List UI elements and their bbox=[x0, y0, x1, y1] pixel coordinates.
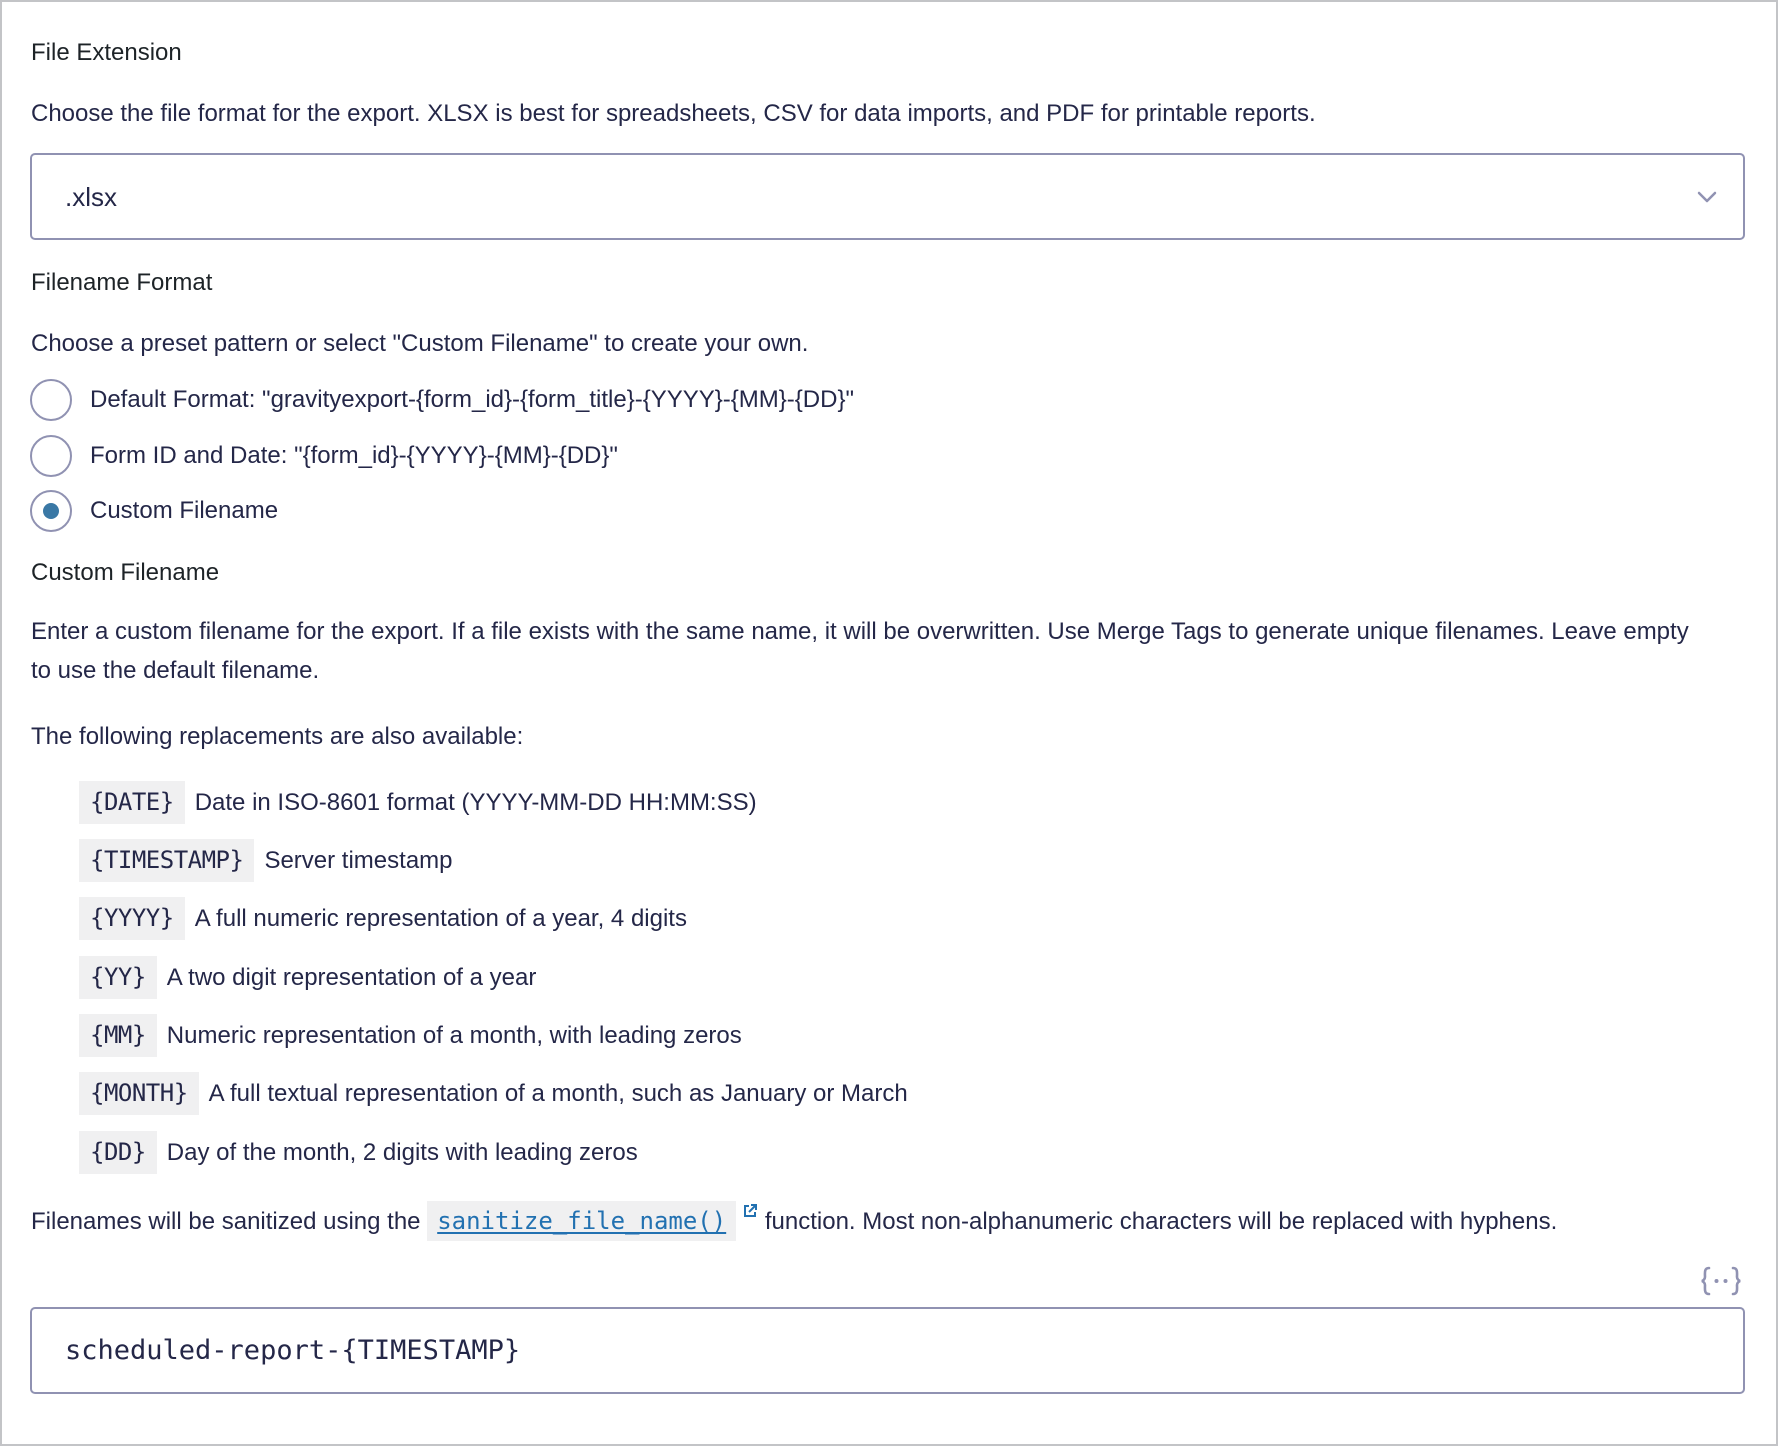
custom-filename-label: Custom Filename bbox=[31, 559, 220, 586]
replacement-item bbox=[79, 1014, 742, 1057]
merge-tag-code: {TIMESTAMP} bbox=[79, 839, 254, 882]
file-extension-description: Choose the file format for the export. XLSX is best for spreadsheets, CSV for data imports, and PDF for printable reports. bbox=[31, 100, 1316, 127]
radio-button[interactable] bbox=[30, 379, 72, 421]
external-link-icon bbox=[742, 1203, 758, 1219]
chevron-down-icon bbox=[1695, 185, 1719, 209]
radio-button[interactable] bbox=[30, 435, 72, 477]
merge-tag-description: Server timestamp bbox=[264, 846, 453, 874]
merge-tag-code: {MONTH} bbox=[79, 1072, 199, 1115]
replacement-item bbox=[79, 897, 687, 940]
filename-format-label: Filename Format bbox=[31, 269, 213, 296]
merge-tag-description: A full textual representation of a month, such as January or March bbox=[208, 1079, 908, 1107]
file-extension-label: File Extension bbox=[31, 39, 182, 66]
sanitize-code bbox=[427, 1201, 736, 1241]
merge-tag-description: Numeric representation of a month, with leading zeros bbox=[166, 1021, 742, 1049]
radio-label: Form ID and Date: "{form_id}-{YYYY}-{MM}-{DD}" bbox=[90, 442, 618, 469]
file-extension-selected-value: .xlsx bbox=[65, 182, 117, 212]
replacement-item bbox=[79, 1072, 908, 1115]
sanitize-note bbox=[31, 1202, 1691, 1241]
replacement-item bbox=[79, 956, 536, 999]
radio-button-checked[interactable] bbox=[30, 490, 72, 532]
merge-tags-icon[interactable] bbox=[1700, 1265, 1742, 1297]
radio-form-id-date[interactable] bbox=[30, 433, 618, 479]
custom-filename-input[interactable] bbox=[30, 1307, 1745, 1394]
merge-tag-code: {DATE} bbox=[79, 781, 185, 824]
merge-tag-code: {YYYY} bbox=[79, 897, 185, 940]
sanitize-suffix: function. Most non-alphanumeric characters will be replaced with hyphens. bbox=[764, 1208, 1558, 1235]
replacement-item bbox=[79, 1131, 638, 1174]
merge-tag-code: {YY} bbox=[79, 956, 157, 999]
replacement-item bbox=[79, 839, 453, 882]
merge-tag-description: Day of the month, 2 digits with leading zeros bbox=[166, 1138, 638, 1166]
radio-default-format[interactable] bbox=[30, 377, 854, 423]
filename-format-description: Choose a preset pattern or select "Custom Filename" to create your own. bbox=[31, 330, 809, 357]
custom-filename-description: Enter a custom filename for the export. If a file exists with the same name, it will be overwritten. Use Merge Tags to generate unique filenames. Leave empty to use the default filename. bbox=[31, 618, 1689, 684]
radio-custom-filename[interactable] bbox=[30, 488, 278, 534]
merge-tag-code: {DD} bbox=[79, 1131, 157, 1174]
sanitize-prefix: Filenames will be sanitized using the bbox=[31, 1208, 421, 1235]
radio-label: Custom Filename bbox=[90, 497, 279, 524]
merge-tag-description: Date in ISO-8601 format (YYYY-MM-DD HH:MM:SS) bbox=[194, 788, 757, 816]
replacements-intro: The following replacements are also available: bbox=[31, 723, 524, 750]
file-extension-select[interactable] bbox=[30, 153, 1745, 240]
replacement-item bbox=[79, 781, 757, 824]
merge-tag-description: A full numeric representation of a year, 4 digits bbox=[194, 904, 687, 932]
merge-tag-code: {MM} bbox=[79, 1014, 157, 1057]
radio-label: Default Format: "gravityexport-{form_id}-{form_title}-{YYYY}-{MM}-{DD}" bbox=[90, 386, 855, 413]
sanitize-file-name-link[interactable]: sanitize_file_name() bbox=[437, 1207, 727, 1235]
merge-tag-description: A two digit representation of a year bbox=[166, 963, 537, 991]
